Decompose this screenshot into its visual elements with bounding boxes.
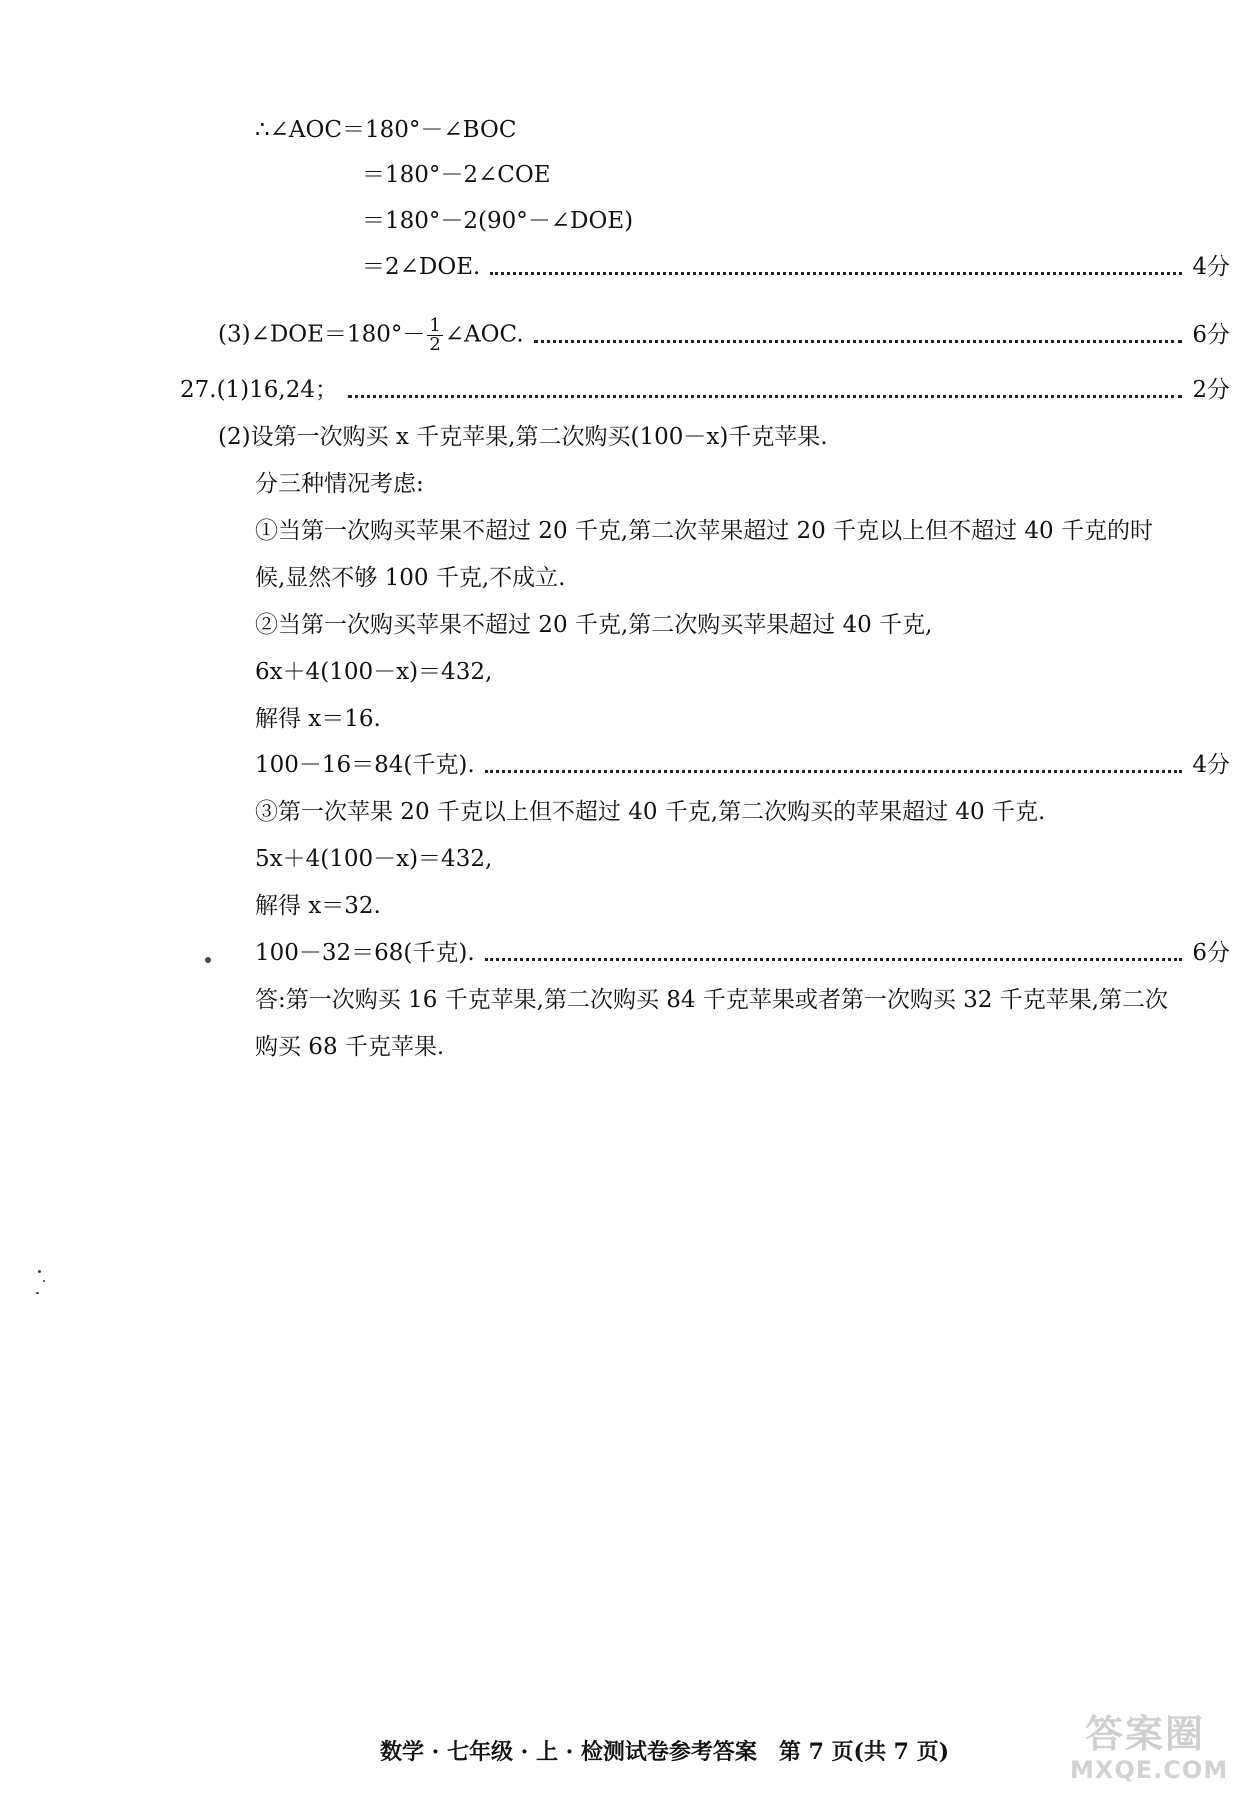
score-label: 4分 [1192, 254, 1230, 280]
watermark-logo-text: 答案圈 [1084, 1712, 1205, 1756]
site-watermark [1070, 1712, 1229, 1792]
part3-prefix: (3)∠DOE＝180°－ [218, 321, 426, 347]
part3-text [218, 314, 524, 355]
score-label: 2分 [1192, 377, 1230, 403]
case2-solution: 解得 x＝16. [255, 706, 381, 732]
case2-statement: ②当第一次购买苹果不超过 20 千克,第二次购买苹果超过 40 千克, [255, 612, 933, 638]
scan-speck [43, 1280, 45, 1282]
watermark-url: MXQE.COM [1070, 1756, 1229, 1784]
final-answer-line2: 购买 68 千克苹果. [255, 1034, 445, 1060]
scan-speck [36, 1292, 39, 1294]
scan-speck [205, 957, 211, 963]
case3-statement: ③第一次苹果 20 千克以上但不超过 40 千克,第二次购买的苹果超过 40 千克. [255, 799, 1046, 825]
q27-part1 [180, 373, 1230, 407]
case3-equation: 5x＋4(100－x)＝432, [255, 846, 493, 872]
dotted-leader [485, 770, 1183, 773]
dotted-leader [348, 395, 1182, 398]
proof-line-4 [362, 250, 1230, 284]
q27-part2-setup: (2)设第一次购买 x 千克苹果,第二次购买(100－x)千克苹果. [218, 424, 828, 450]
dotted-leader [485, 958, 1183, 961]
proof-line-1: ∴∠AOC＝180°－∠BOC [255, 117, 517, 143]
fraction-one-half [427, 314, 442, 355]
part3-suffix: ∠AOC. [444, 321, 524, 347]
final-answer-line1: 答:第一次购买 16 千克苹果,第二次购买 84 千克苹果或者第一次购买 32 千克苹果,第二次 [255, 987, 1169, 1013]
case2-result-text: 100－16＝84(千克). [255, 752, 475, 778]
score-label: 6分 [1192, 322, 1230, 348]
proof-line-4-text: ＝2∠DOE. [362, 254, 481, 280]
scan-speck [38, 1270, 41, 1273]
case3-result-text: 100－32＝68(千克). [255, 940, 475, 966]
fraction-denominator: 2 [429, 333, 441, 355]
case1-line1: ①当第一次购买苹果不超过 20 千克,第二次苹果超过 20 千克以上但不超过 40 千克的时 [255, 518, 1153, 544]
proof-line-2: ＝180°－2∠COE [362, 162, 551, 188]
proof-line-3: ＝180°－2(90°－∠DOE) [362, 208, 634, 234]
case2-equation: 6x＋4(100－x)＝432, [255, 659, 493, 685]
dotted-leader [534, 340, 1183, 343]
case3-result [255, 936, 1230, 970]
fraction-numerator: 1 [429, 314, 441, 336]
q27-part1-text: 27.(1)16,24； [180, 377, 339, 403]
case3-solution: 解得 x＝32. [255, 893, 381, 919]
case1-line2: 候,显然不够 100 千克,不成立. [255, 565, 566, 591]
case2-result [255, 748, 1230, 782]
cases-intro: 分三种情况考虑: [255, 471, 424, 497]
score-label: 6分 [1192, 940, 1230, 966]
dotted-leader [490, 272, 1182, 275]
page-footer: 数学 · 七年级 · 上 · 检测试卷参考答案 第 7 页(共 7 页) [380, 1739, 950, 1765]
part3-answer [218, 310, 1230, 360]
score-label: 4分 [1192, 752, 1230, 778]
